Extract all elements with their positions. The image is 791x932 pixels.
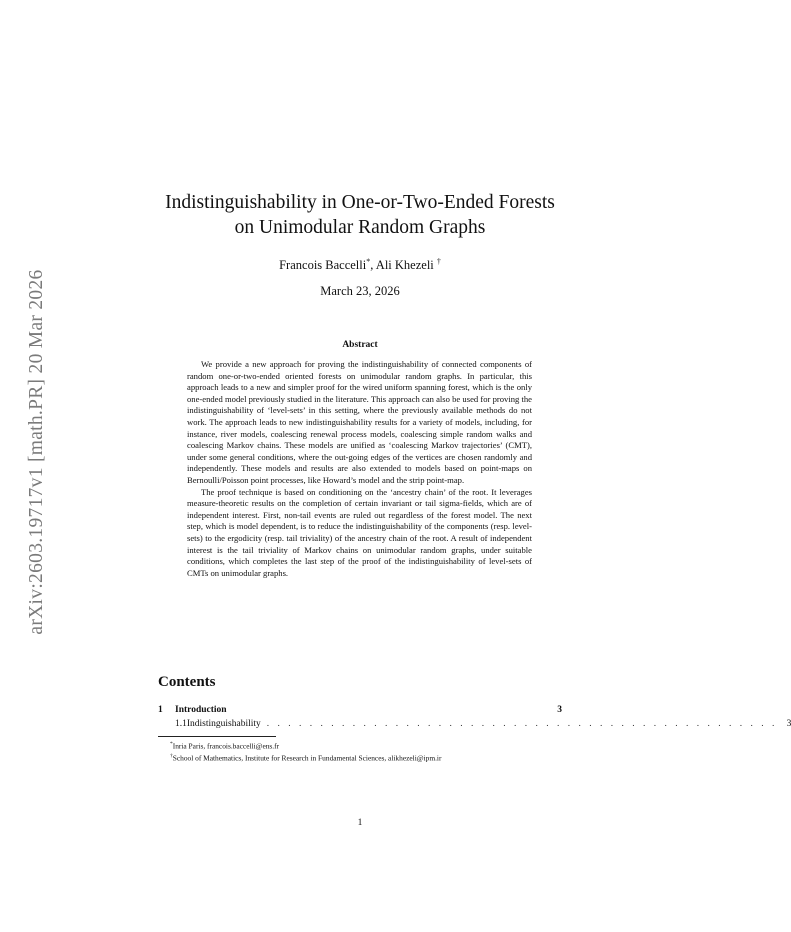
contents-heading: Contents bbox=[158, 674, 216, 690]
author-list bbox=[0, 257, 720, 273]
toc-entry-indistinguishability[interactable] bbox=[158, 719, 791, 733]
footnote-text: Inria Paris, francois.baccelli@ens.fr bbox=[172, 741, 280, 751]
title-line-2: on Unimodular Random Graphs bbox=[234, 217, 486, 238]
toc-page-number: 3 bbox=[786, 719, 791, 729]
abstract-paragraph: The proof technique is based on conditioning on the ‘ancestry chain’ of the root. It leverages measure-theoretic results on the completion of certain invariant or tail sigma-fields, which are of independent interest. First, non-tail events are ruled out regardless of the forest model. The next step, which is model dependent, is to reduce the indistinguishability of the components (resp. level-sets) to the ergodicity (resp. tail triviality) of the ancestry chain of the root. A result of independent interest is the tail triviality of Markov chains on unimodular random graphs, under suitable conditions, which completes the last step of the proof of the indistinguishability of level-sets of CMTs on unimodular graphs. bbox=[187, 486, 532, 578]
footnote bbox=[170, 753, 441, 762]
abstract-body bbox=[187, 359, 532, 579]
toc-leader-dots: . . . . . . . . . . . . . . . . . . . . . . . . . . . . . . . . . . . . . . . . . . . . . . . . bbox=[266, 719, 778, 729]
footnote-rule bbox=[158, 736, 276, 737]
title-line-1: Indistinguishability in One-or-Two-Ended Forests bbox=[165, 192, 555, 213]
abstract-paragraph: We provide a new approach for proving the indistinguishability of connected components of random one-or-two-ended oriented forests on unimodular random graphs. In particular, this approach leads to a new and simpler proof for the wired uniform spanning forest, which is the only one-ended model previously studied in the literature. This approach can also be used for proving the indistinguishability of ‘level-sets’ in this setting, where the previously available methods do not work. The approach leads to new indistinguishability results for a variety of models, including, for instance, river models, coalescing renewal process models, coalescing simple random walks and coalescing Markov chains. These models are unified as ‘coalescing Markov trajectories’ (CMT), under some general conditions, where the out-going edges of the vertices are chosen randomly and independently. These models and results are also extended to models based on point-maps on Bernoulli/Poisson point processes, like Howard’s model and the strip point-map. bbox=[187, 359, 532, 485]
toc-page-number: 3 bbox=[557, 705, 562, 715]
publication-date: March 23, 2026 bbox=[320, 284, 400, 298]
toc-entry-introduction[interactable] bbox=[158, 705, 562, 719]
author-separator: , bbox=[370, 258, 376, 273]
page-number: 1 bbox=[357, 818, 363, 828]
footnote-mark: * bbox=[366, 257, 371, 266]
footnote-mark: † bbox=[170, 753, 173, 759]
footnote-mark: † bbox=[436, 257, 441, 266]
toc-section-title: Indistinguishability bbox=[186, 719, 261, 729]
toc-section-number: 1 bbox=[158, 705, 163, 715]
toc-section-title: Introduction bbox=[175, 705, 227, 715]
footnote-text: School of Mathematics, Institute for Research in Fundamental Sciences, alikhezeli@ipm.ir bbox=[172, 753, 442, 763]
paper-title bbox=[0, 190, 720, 240]
author-name: Ali Khezeli bbox=[375, 258, 434, 273]
footnote-mark: * bbox=[170, 741, 173, 747]
arxiv-identifier-stamp: arXiv:2603.19717v1 [math.PR] 20 Mar 2026 bbox=[26, 269, 47, 635]
author-name: Francois Baccelli bbox=[279, 258, 367, 273]
toc-section-number: 1.1 bbox=[175, 719, 187, 729]
abstract-heading: Abstract bbox=[342, 340, 378, 350]
footnote bbox=[170, 741, 279, 750]
